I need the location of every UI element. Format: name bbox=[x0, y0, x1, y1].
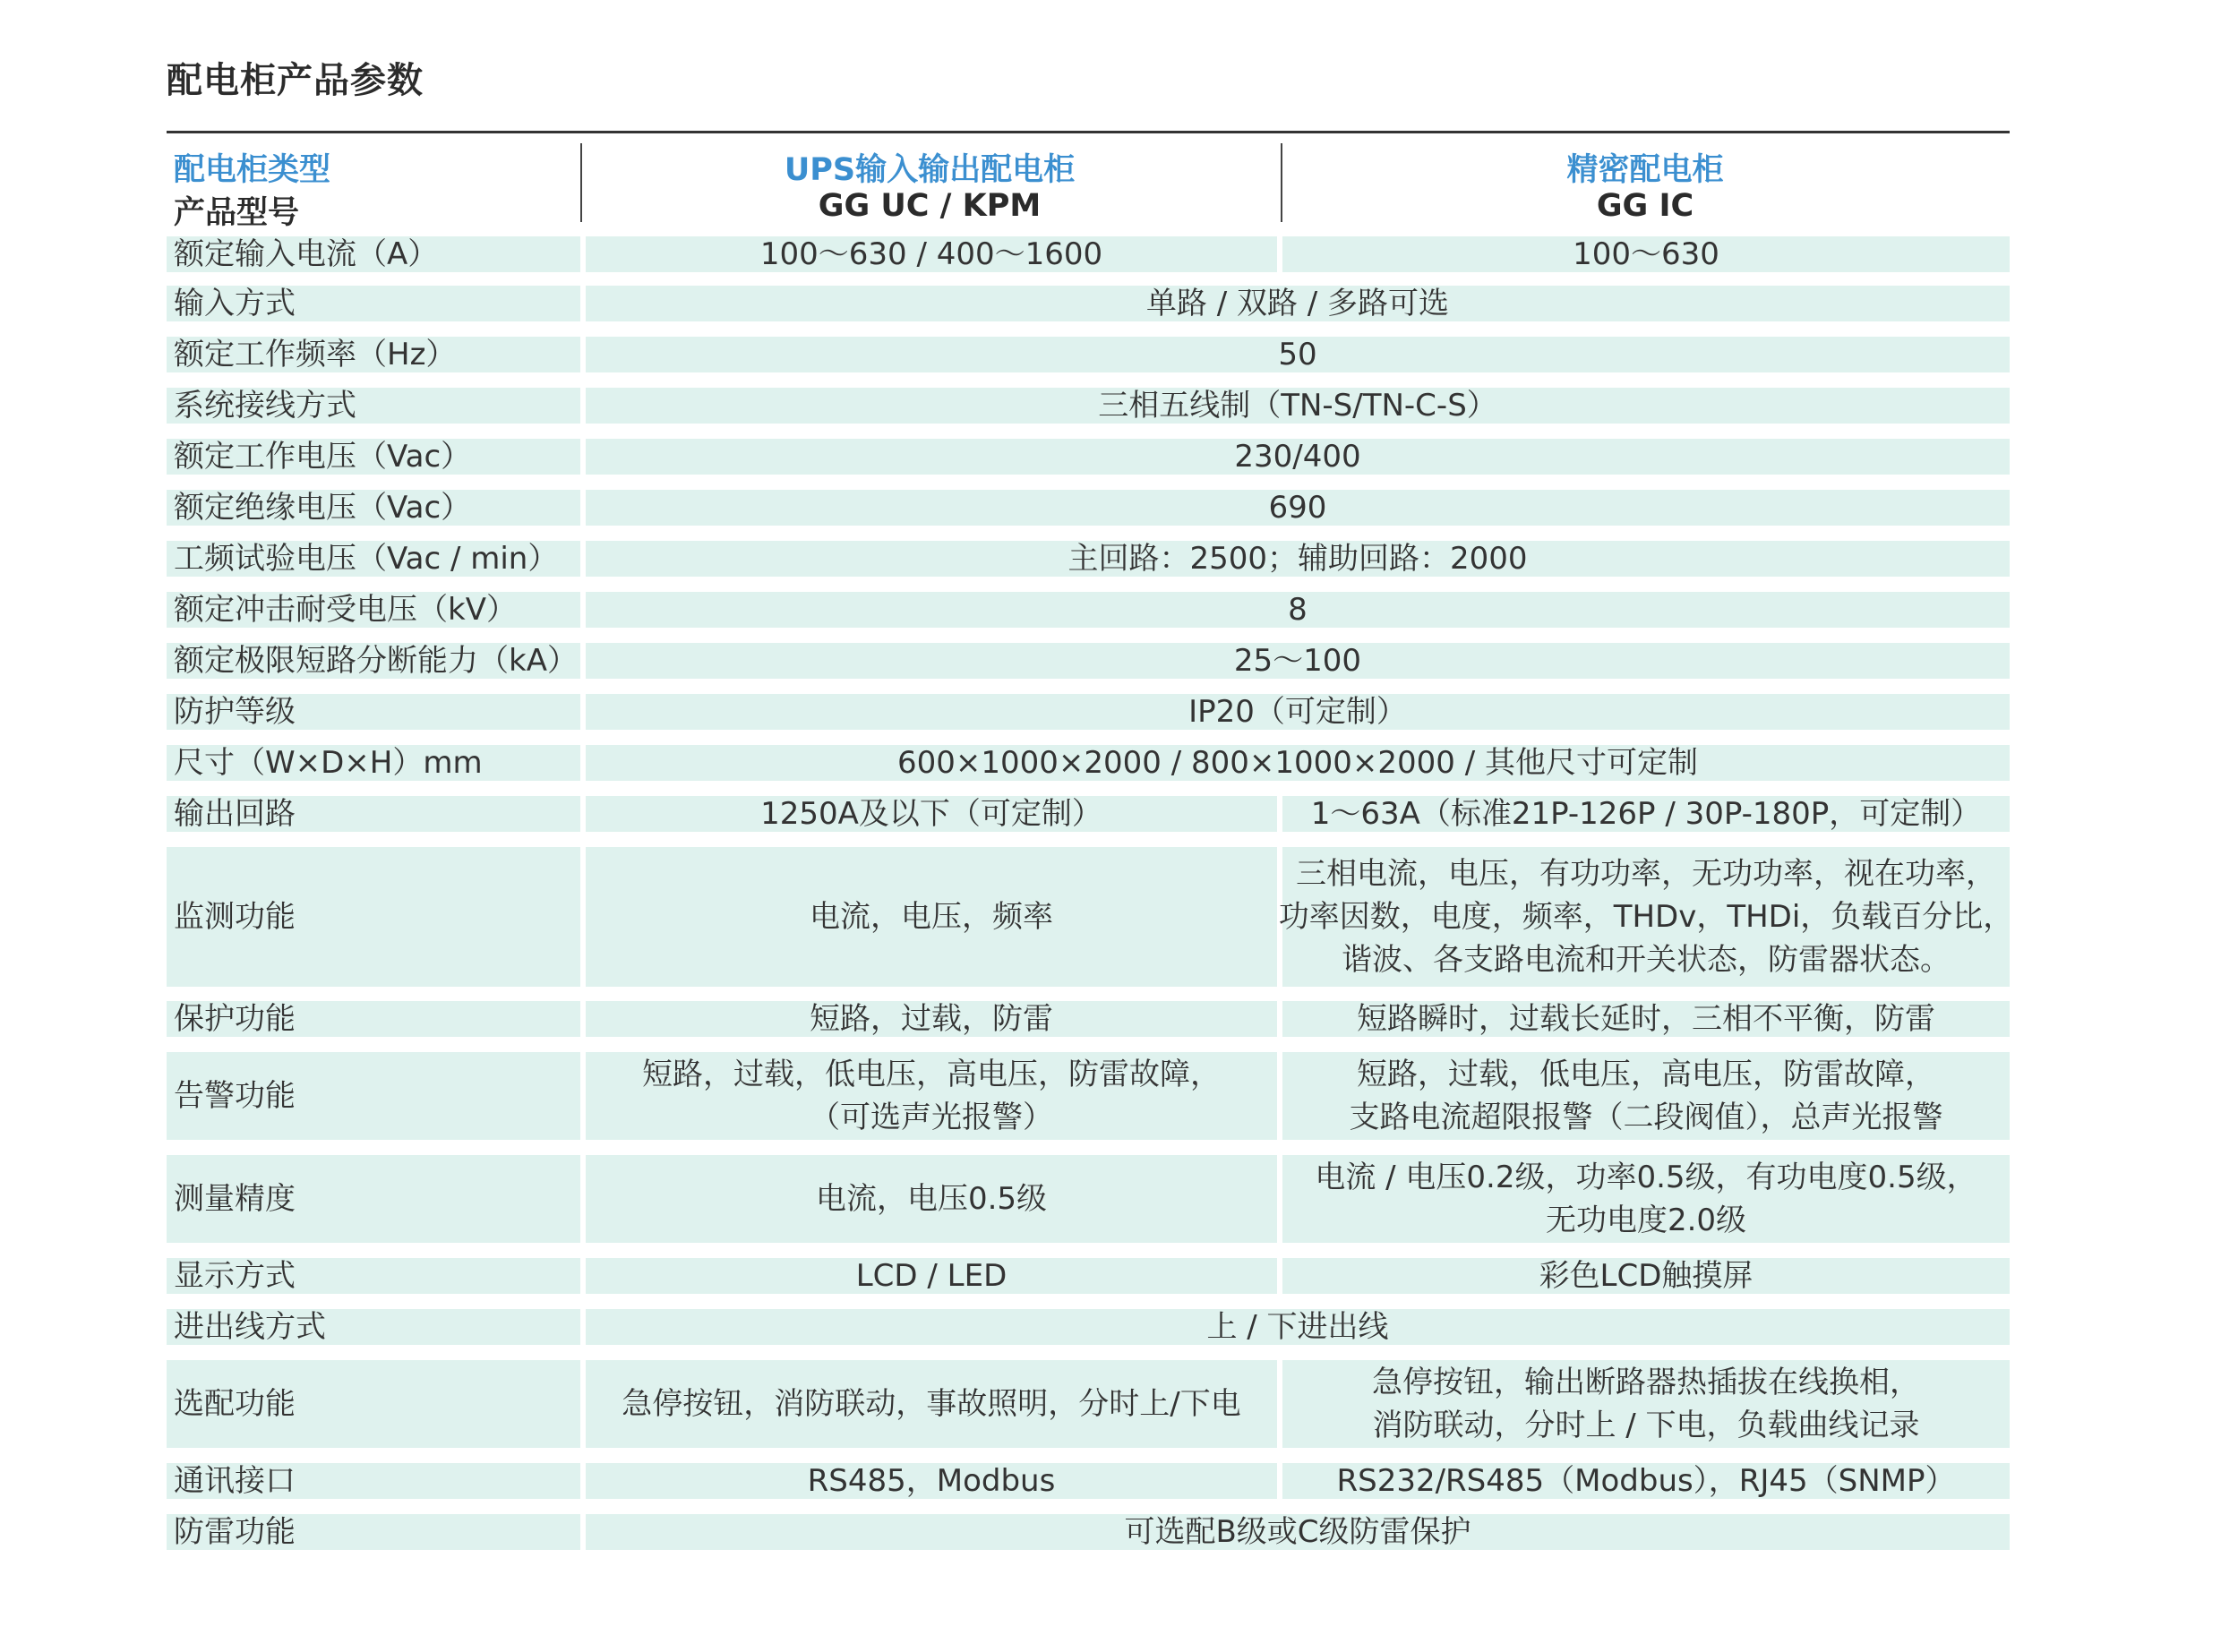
ups-value-line: 电流，电压0.5级 bbox=[815, 1181, 1048, 1217]
table-row bbox=[167, 1052, 2010, 1140]
table-row bbox=[167, 490, 2010, 526]
shared-value bbox=[586, 490, 2010, 526]
header-precision-model: GG IC bbox=[1596, 188, 1694, 224]
precision-value-line: 消防联动，分时上 / 下电，负载曲线记录 bbox=[1372, 1408, 1920, 1443]
row-label: 工频试验电压（Vac / min） bbox=[167, 541, 580, 577]
row-label: 输入方式 bbox=[167, 286, 580, 321]
header-rule bbox=[167, 131, 2010, 133]
row-label: 告警功能 bbox=[167, 1052, 580, 1140]
table-row bbox=[167, 643, 2010, 679]
table-row bbox=[167, 1463, 2010, 1499]
table-row bbox=[167, 541, 2010, 577]
ups-value-line: 急停按钮，消防联动，事故照明，分时上/下电 bbox=[622, 1386, 1241, 1422]
precision-value-line: 功率因数，电度，频率，THDv，THDi，负载百分比， bbox=[1278, 899, 2014, 935]
row-label: 额定输入电流（A） bbox=[167, 236, 580, 272]
row-label: 额定工作电压（Vac） bbox=[167, 439, 580, 475]
ups-value-line: 短路，过载，低电压，高电压，防雷故障， bbox=[642, 1057, 1221, 1092]
row-label: 额定工作频率（Hz） bbox=[167, 337, 580, 372]
precision-value-line: 1～63A（标准21P-126P / 30P-180P，可定制） bbox=[1310, 796, 1982, 832]
ups-value bbox=[586, 1258, 1277, 1294]
precision-value-line: 短路瞬时，过载长延时，三相不平衡，防雷 bbox=[1357, 1001, 1935, 1037]
shared-value bbox=[586, 541, 2010, 577]
precision-value-line: 电流 / 电压0.2级，功率0.5级，有功电度0.5级， bbox=[1315, 1160, 1977, 1195]
precision-value-line: 短路，过载，低电压，高电压，防雷故障， bbox=[1357, 1057, 1935, 1092]
row-label: 保护功能 bbox=[167, 1001, 580, 1037]
table-row bbox=[167, 1001, 2010, 1037]
shared-value bbox=[586, 694, 2010, 730]
table-row bbox=[167, 1309, 2010, 1345]
ups-value bbox=[586, 847, 1277, 987]
table-header bbox=[167, 141, 2010, 231]
shared-value-line: 可选配B级或C级防雷保护 bbox=[1124, 1514, 1471, 1550]
ups-value-line: 短路，过载，防雷 bbox=[810, 1001, 1053, 1037]
shared-value-line: IP20（可定制） bbox=[1188, 694, 1407, 730]
shared-value-line: 230/400 bbox=[1234, 439, 1361, 475]
shared-value-line: 单路 / 双路 / 多路可选 bbox=[1145, 286, 1450, 321]
table-row bbox=[167, 1155, 2010, 1243]
table-row bbox=[167, 847, 2014, 987]
shared-value-line: 600×1000×2000 / 800×1000×2000 / 其他尺寸可定制 bbox=[897, 745, 1698, 781]
table-row bbox=[167, 592, 2010, 628]
row-label: 防护等级 bbox=[167, 694, 580, 730]
row-label: 输出回路 bbox=[167, 796, 580, 832]
shared-value bbox=[586, 388, 2010, 424]
row-label: 额定极限短路分断能力（kA） bbox=[167, 643, 580, 679]
table-row bbox=[167, 1258, 2010, 1294]
table-row bbox=[167, 1514, 2010, 1550]
row-label: 防雷功能 bbox=[167, 1514, 580, 1550]
row-label: 尺寸（W×D×H）mm bbox=[167, 745, 580, 781]
shared-value bbox=[586, 1514, 2010, 1550]
precision-value bbox=[1278, 847, 2014, 987]
table-row bbox=[167, 694, 2010, 730]
ups-value-line: 100～630 / 400～1600 bbox=[759, 236, 1103, 272]
shared-value-line: 25～100 bbox=[1233, 643, 1362, 679]
table-row bbox=[167, 1360, 2010, 1448]
row-label: 通讯接口 bbox=[167, 1463, 580, 1499]
ups-value bbox=[586, 1052, 1277, 1140]
precision-value-line: 支路电流超限报警（二段阀值），总声光报警 bbox=[1349, 1100, 1943, 1135]
precision-value-line: 100～630 bbox=[1573, 236, 1719, 272]
ups-value-line: 1250A及以下（可定制） bbox=[760, 796, 1102, 832]
header-column-precision bbox=[1284, 141, 2006, 224]
table-row bbox=[167, 745, 2010, 781]
precision-value bbox=[1282, 1052, 2010, 1140]
precision-value bbox=[1282, 1463, 2010, 1499]
ups-value-line: RS485，Modbus bbox=[807, 1463, 1056, 1499]
precision-value-line: 无功电度2.0级 bbox=[1545, 1203, 1747, 1238]
precision-value bbox=[1282, 1258, 2010, 1294]
header-divider bbox=[1281, 143, 1282, 222]
header-label-column bbox=[174, 141, 577, 231]
table-row bbox=[167, 286, 2010, 321]
shared-value-line: 50 bbox=[1278, 337, 1317, 372]
shared-value-line: 8 bbox=[1288, 592, 1308, 628]
shared-value bbox=[586, 1309, 2010, 1345]
shared-value bbox=[586, 592, 2010, 628]
row-label: 测量精度 bbox=[167, 1155, 580, 1243]
shared-value-line: 三相五线制（TN-S/TN-C-S） bbox=[1098, 388, 1497, 424]
shared-value-line: 主回路：2500；辅助回路：2000 bbox=[1068, 541, 1528, 577]
ups-value bbox=[586, 796, 1277, 832]
precision-value bbox=[1282, 236, 2010, 272]
ups-value bbox=[586, 236, 1277, 272]
table-row bbox=[167, 337, 2010, 372]
precision-value-line: RS232/RS485（Modbus），RJ45（SNMP） bbox=[1336, 1463, 1956, 1499]
row-label: 系统接线方式 bbox=[167, 388, 580, 424]
table-row bbox=[167, 796, 2010, 832]
table-row bbox=[167, 388, 2010, 424]
header-model-label: 产品型号 bbox=[174, 195, 300, 231]
row-label: 额定冲击耐受电压（kV） bbox=[167, 592, 580, 628]
precision-value bbox=[1282, 1001, 2010, 1037]
table-row bbox=[167, 236, 2010, 272]
ups-value-line: 电流，电压，频率 bbox=[810, 899, 1053, 935]
shared-value bbox=[586, 439, 2010, 475]
header-type-label: 配电柜类型 bbox=[174, 152, 331, 188]
precision-value-line: 彩色LCD触摸屏 bbox=[1539, 1258, 1754, 1294]
row-label: 显示方式 bbox=[167, 1258, 580, 1294]
table-row bbox=[167, 439, 2010, 475]
ups-value-line: （可选声光报警） bbox=[810, 1100, 1053, 1135]
shared-value-line: 690 bbox=[1268, 490, 1327, 526]
ups-value bbox=[586, 1463, 1277, 1499]
ups-value bbox=[586, 1360, 1277, 1448]
page-title: 配电柜产品参数 bbox=[167, 60, 424, 101]
precision-value bbox=[1282, 796, 2010, 832]
precision-value-line: 急停按钮，输出断路器热插拔在线换相， bbox=[1372, 1365, 1920, 1400]
header-precision-type: 精密配电柜 bbox=[1566, 152, 1724, 188]
header-ups-model: GG UC / KPM bbox=[818, 188, 1042, 224]
row-label: 额定绝缘电压（Vac） bbox=[167, 490, 580, 526]
shared-value bbox=[586, 286, 2010, 321]
ups-value bbox=[586, 1001, 1277, 1037]
header-ups-type: UPS输入输出配电柜 bbox=[784, 152, 1076, 188]
ups-value-line: LCD / LED bbox=[855, 1258, 1008, 1294]
shared-value bbox=[586, 643, 2010, 679]
row-label: 进出线方式 bbox=[167, 1309, 580, 1345]
precision-value bbox=[1282, 1360, 2010, 1448]
shared-value bbox=[586, 337, 2010, 372]
header-column-ups bbox=[580, 141, 1279, 224]
shared-value bbox=[586, 745, 2010, 781]
precision-value bbox=[1282, 1155, 2010, 1243]
ups-value bbox=[586, 1155, 1277, 1243]
precision-value-line: 三相电流，电压，有功功率，无功功率，视在功率， bbox=[1296, 856, 1996, 892]
row-label: 选配功能 bbox=[167, 1360, 580, 1448]
precision-value-line: 谐波、各支路电流和开关状态，防雷器状态。 bbox=[1342, 942, 1951, 978]
row-label: 监测功能 bbox=[167, 847, 580, 987]
shared-value-line: 上 / 下进出线 bbox=[1206, 1309, 1389, 1345]
